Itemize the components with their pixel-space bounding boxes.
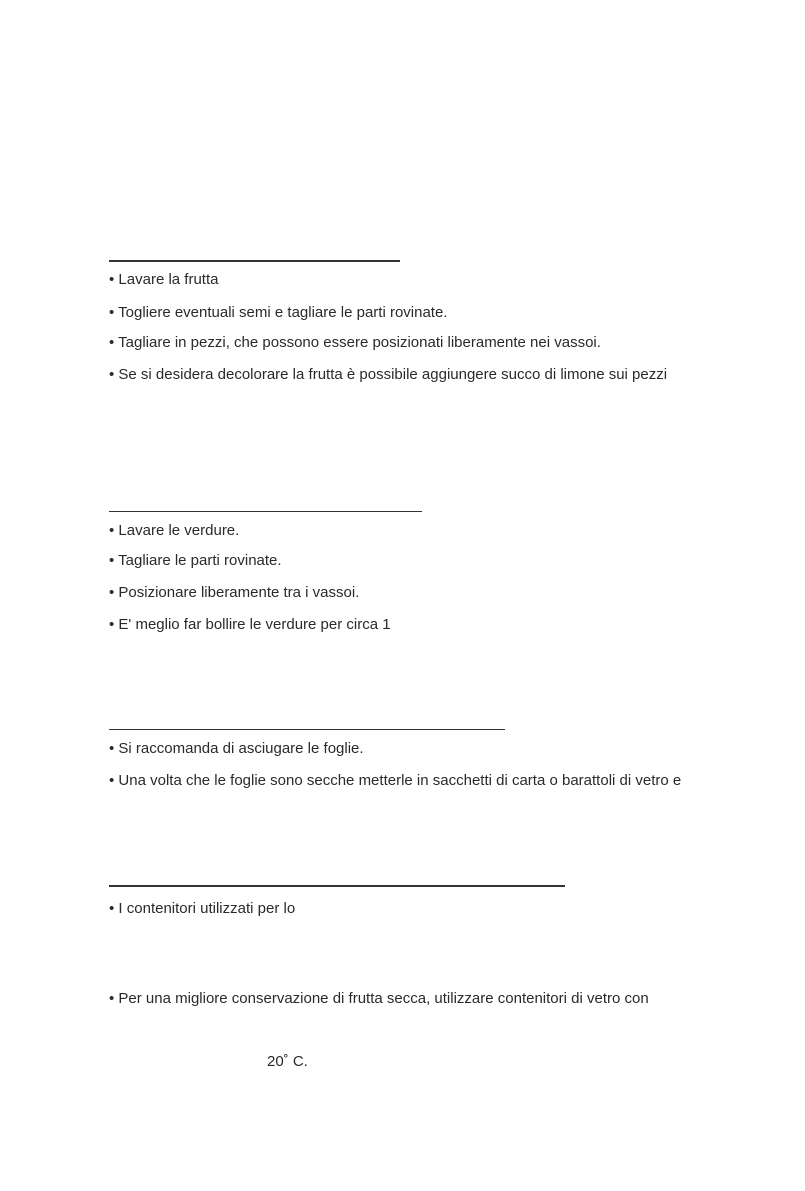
vegetables-item-1: • Lavare le verdure. — [109, 522, 240, 539]
storage-item-2: • Per una migliore conservazione di frutta secca, utilizzare contenitori di vetro con — [109, 990, 649, 1007]
storage-heading-rule — [109, 885, 565, 887]
vegetables-item-4: • E' meglio far bollire le verdure per circa 1 — [109, 616, 391, 633]
fruit-heading-rule — [109, 260, 400, 262]
herbs-item-2: • Una volta che le foglie sono secche metterle in sacchetti di carta o barattoli di vetro e — [109, 772, 682, 789]
storage-temperature: 20˚ C. — [267, 1053, 308, 1070]
fruit-item-4: • Se si desidera decolorare la frutta è possibile aggiungere succo di limone sui pezzi — [109, 366, 668, 383]
herbs-item-1: • Si raccomanda di asciugare le foglie. — [109, 740, 364, 757]
herbs-heading-rule — [109, 729, 505, 730]
vegetables-heading-rule — [109, 511, 422, 512]
storage-item-1: • I contenitori utilizzati per lo — [109, 900, 296, 917]
fruit-item-1: • Lavare la frutta — [109, 271, 219, 288]
fruit-item-2: • Togliere eventuali semi e tagliare le parti rovinate. — [109, 304, 448, 321]
vegetables-item-2: • Tagliare le parti rovinate. — [109, 552, 282, 569]
vegetables-item-3: • Posizionare liberamente tra i vassoi. — [109, 584, 360, 601]
fruit-item-3: • Tagliare in pezzi, che possono essere posizionati liberamente nei vassoi. — [109, 334, 601, 351]
